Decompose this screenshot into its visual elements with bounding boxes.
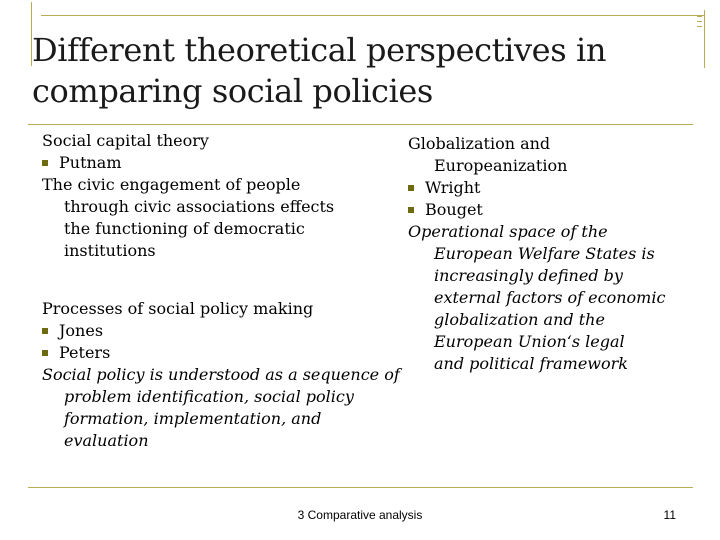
- list-item: [42, 152, 334, 174]
- social-capital-heading: Social capital theory: [42, 131, 209, 150]
- list-item: [42, 320, 400, 342]
- globalization-desc-line: European Union‘s legal: [434, 332, 625, 351]
- globalization-desc-line: European Welfare States is: [434, 244, 655, 263]
- square-bullet-icon: [42, 350, 48, 356]
- square-bullet-icon: [408, 185, 414, 191]
- list-item: [408, 199, 665, 221]
- list-item: [42, 342, 400, 364]
- slide-title: [32, 30, 672, 112]
- social-capital-desc-line: through civic associations effects: [64, 197, 335, 216]
- globalization-desc-line: increasingly defined by: [434, 266, 623, 285]
- footer-divider: [28, 487, 693, 488]
- bullet-text-wright: Wright: [425, 178, 481, 197]
- processes-desc-line: evaluation: [64, 431, 149, 450]
- bullet-text-putnam: Putnam: [59, 153, 122, 172]
- top-rule: [41, 15, 705, 16]
- social-capital-block: [42, 130, 334, 262]
- globalization-desc-line: and political framework: [434, 354, 628, 373]
- page-number: 11: [663, 508, 676, 522]
- processes-heading: Processes of social policy making: [42, 299, 314, 318]
- square-bullet-icon: [42, 160, 48, 166]
- processes-desc-line: Social policy is understood as a sequence of: [42, 365, 400, 384]
- title-divider: [28, 124, 693, 125]
- social-capital-desc-line: the functioning of democratic: [64, 219, 305, 238]
- right-rule: [704, 10, 705, 68]
- footer-section-label: 3 Comparative analysis: [297, 508, 423, 522]
- social-capital-desc-line: institutions: [64, 241, 156, 260]
- square-bullet-icon: [408, 207, 414, 213]
- right-rule-tick: [697, 21, 702, 22]
- bullet-text-jones: Jones: [59, 321, 104, 340]
- processes-desc-line: problem identification, social policy: [64, 387, 354, 406]
- slide-title-line-2: comparing social policies: [32, 72, 433, 110]
- globalization-block: [408, 133, 665, 375]
- social-capital-desc-line: The civic engagement of people: [42, 175, 301, 194]
- globalization-desc-line: external factors of economic: [434, 288, 666, 307]
- square-bullet-icon: [42, 328, 48, 334]
- processes-desc-line: formation, implementation, and: [64, 409, 322, 428]
- bullet-text-bouget: Bouget: [425, 200, 483, 219]
- processes-block: [42, 298, 400, 452]
- globalization-desc-line: globalization and the: [434, 310, 605, 329]
- slide-title-line-1: Different theoretical perspectives in: [32, 31, 607, 69]
- bullet-text-peters: Peters: [59, 343, 111, 362]
- right-rule-tick: [697, 16, 702, 17]
- globalization-heading-line: Globalization and: [408, 134, 551, 153]
- globalization-desc-line: Operational space of the: [408, 222, 608, 241]
- right-rule-tick: [697, 26, 702, 27]
- globalization-heading-line: Europeanization: [434, 156, 568, 175]
- list-item: [408, 177, 665, 199]
